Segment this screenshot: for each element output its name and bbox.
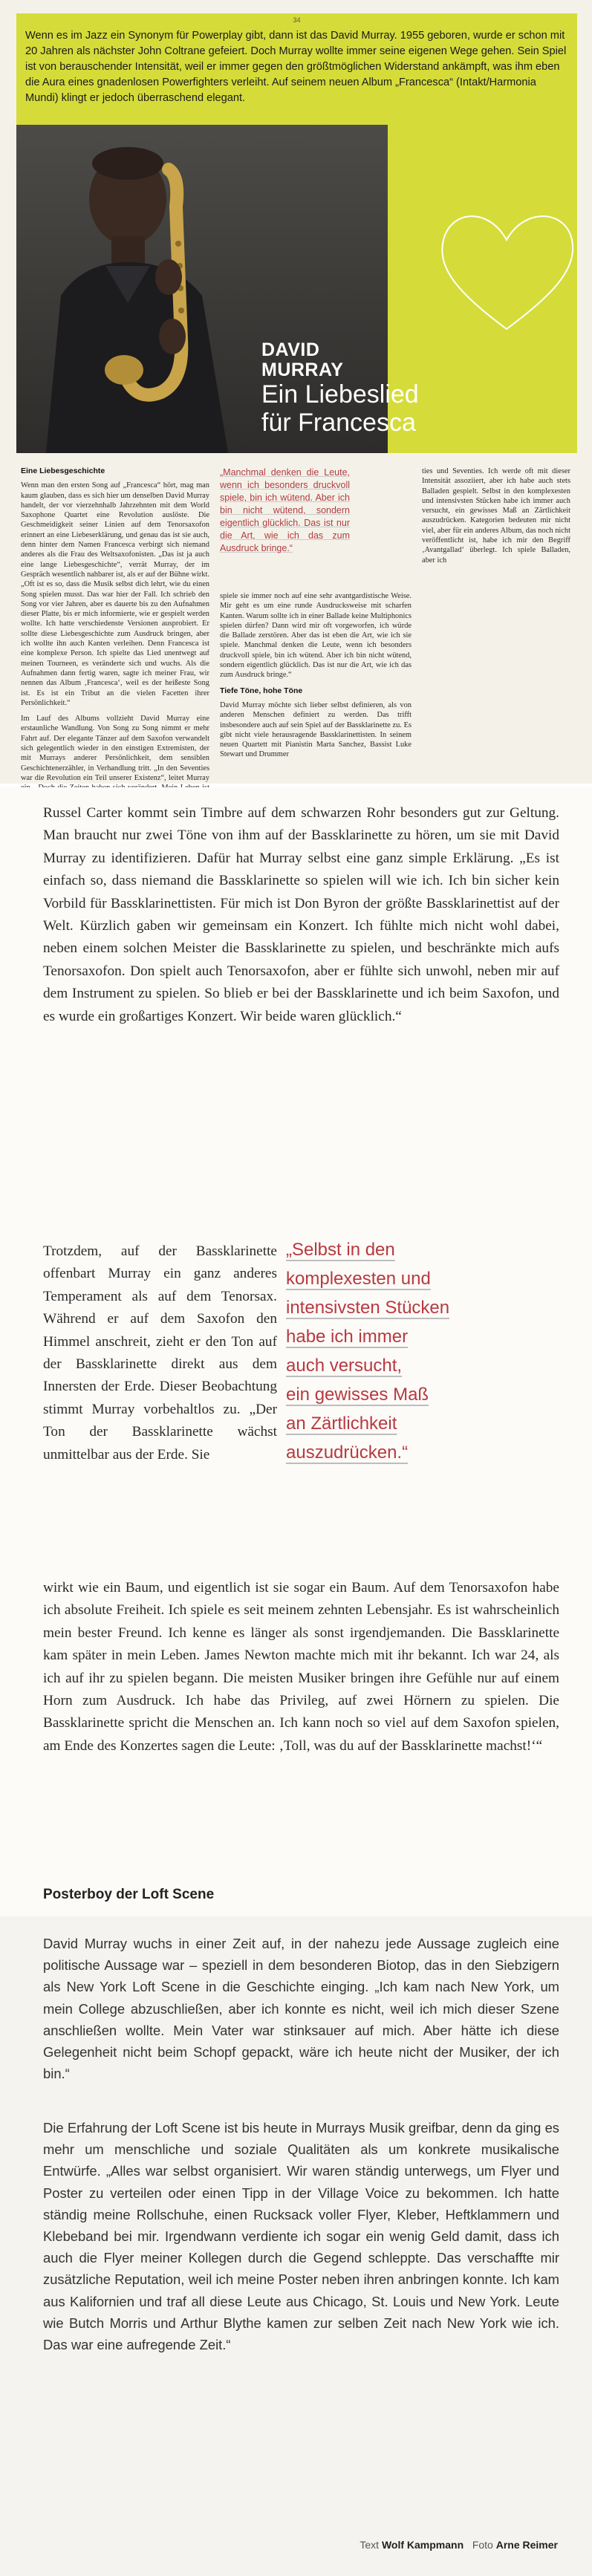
hero-title-block	[261, 340, 573, 437]
pull-quote-small	[220, 466, 350, 591]
intro-text: Wenn es im Jazz ein Synonym für Powerplay gibt, dann ist das David Murray. 1955 geboren, wurde er schon mit 20 Jahren als nächster John Coltrane gefeiert. Doch Murray wollte immer seine eigenen Wege gehen. Sein Spiel ist von berauschender Intensität, weil er immer gegen den größtmöglichen Widerstand ankämpft, was ihm eben die Aura eines gnadenlosen Powerfighters verleiht. Auf seinem neuen Album „Francesca“ (Intakt/Harmonia Mundi) klingt er jedoch überraschend elegant.	[25, 30, 567, 104]
column-1	[21, 466, 209, 809]
paragraph: Trotzdem, auf der Bassklarinette offenbart Murray ein ganz anderes Temperament als auf dem Tenorsax. Während er auf dem Saxofon den Himmel anschreit, zieht er den Ton auf der Bassklarinette direkt aus dem Innersten der Erde. Dieser Beobachtung stimmt Murray vorbehaltlos zu. „Der Ton der Bassklarinette wächst unmittelbar aus der Erde. Sie	[43, 1243, 277, 1463]
page3-paragraph-2	[43, 2117, 559, 2355]
quote-line: an Zärtlichkeit	[286, 1414, 397, 1434]
section-heading: Tiefe Töne, hohe Töne	[220, 686, 303, 695]
quote-line: intensivsten Stücken	[286, 1298, 450, 1318]
pull-quote-large	[286, 1235, 557, 1467]
artist-name-last: MURRAY	[261, 360, 344, 380]
page2-paragraph-2-narrow	[43, 1240, 277, 1466]
paragraph: David Murray möchte sich lieber selbst definieren, als von anderen Menschen definiert zu werden. Das trifft insbesondere auch auf sein Spiel auf der Bassklarinette zu. Es gibt nicht viele herausragende Bassklarinettisten. In seinem neuen Quartett mit Pianistin Marta Sanchez, Bassist Luke Stewart und Drummer	[220, 700, 412, 759]
paragraph: Wenn man den ersten Song auf „Francesca“ hört, mag man kaum glauben, dass es sich hier um denselben David Murray handelt, der vor vierzehnhalb Jahrzehnten mit dem World Saxophone Quartet eine Revolution auslöste. Die Geschmeidigkeit seiner Linien auf dem Tenorsaxofon erinnert an eine Liebeserklärung, und genau das ist sie auch, denn hinter dem Namen Francesca verbirgt sich niemand anderes als die Frau des Weltsaxofonisten. „Das ist ja auch eine lange Liebesgeschichte“, verrät Murray, der im Gespräch wesentlich nahbarer ist, als er auf der Bühne wirkt. „Oft ist es so, dass die Musik selbst dich lehrt, wie du einen Song spielen musst. Das war hier der Fall. Ich schrieb den Song vor vier Jahren, aber es dauerte bis zu den Aufnahmen dieser Platte, bis er mich informierte, wie er gespielt werden wollte. Ich hatte verschiedenste Versionen ausprobiert. Er sollte diese Liebesgeschichte zum Ausdruck bringen, aber ich wollte ihn auch Kanten verleihen. Denn Francesca ist eine komplexe Person. Ich spielte das Lied unentwegt auf meinen Tourneen, es veränderte sich und wuchs. Als die Aufnahmen dann fertig waren, sagte ich meiner Frau, wir nennen das Album ‚Francesca‘, weil es der heißeste Song ist. Es ist ein Tribut an die vielen Facetten ihrer Persönlichkeit.“	[21, 481, 209, 707]
quote-line: auch versucht,	[286, 1356, 403, 1376]
credit-photo-name: Arne Reimer	[495, 2539, 558, 2551]
pull-quote-text: „Manchmal denken die Leute, wenn ich besonders druckvoll spiele, bin ich wütend. Aber ich bin nicht wütend, sondern eigentlich glücklich. Das ist nur die Art, wie ich das zum Ausdruck bringe.“	[220, 467, 350, 553]
paragraph: Im Lauf des Albums vollzieht David Murray eine erstaunliche Wandlung. Von Song zu Song nimmt er mehr Fahrt auf. Der elegante Tänzer auf dem Saxofon verwandelt sich gelegentlich wieder in den einstigen Extremisten, der mit Murrays anderer Persönlichkeit, dem sensiblen Geschichtenerzähler, in Verhandlung tritt. „In den Seventies war die Revolution ein Teil unserer Existenz“, leitet Murray	[21, 715, 209, 782]
section-heading-posterboy: Posterboy der Loft Scene	[43, 1887, 215, 1902]
magazine-page-2	[0, 787, 592, 1916]
paragraph: David Murray wuchs in einer Zeit auf, in der nahezu jede Aussage zugleich eine politische Aussage war – speziell in dem besonderen Biotop, das in den Siebzigern als New York Loft Scene in die Geschichte einging. „Ich kam nach New York, um mein College abzuschließen, aber ich konnte es nicht, weil ich mich dieser Szene anschließen wollte. Mein Vater war stinksauer auf mich. Aber hätte ich diese Gelegenheit nicht beim Schopf gepackt, wäre ich heute nicht der Musiker, der ich bin.“	[43, 1936, 559, 2082]
magazine-page-1	[0, 0, 592, 784]
column-2	[220, 466, 412, 766]
paragraph: spiele sie immer noch auf eine sehr avantgardistische Weise. Mir geht es um eine runde Ausdrucksweise mit scharfen Kanten. Warum sollte ich in einer Ballade keine Multiphonics spielen dürfen? Dann wird mir oft vorgeworfen, ich würde die Ballade zerstören. Aber das ist eben die Art, wie ich sie spiele. Manchmal denken die Leute, wenn ich besonders druckvoll spiele, bin ich wütend. Aber ich bin nicht wütend, sondern eigentlich glücklich. Das ist nur die Art, wie ich das zum Ausdruck bringe.“	[220, 592, 412, 680]
page2-paragraph-3	[43, 1577, 559, 1757]
magazine-page-3	[0, 1916, 592, 2576]
credit-text-name: Wolf Kampmann	[381, 2539, 464, 2551]
quote-line: ein gewisses Maß	[286, 1385, 429, 1405]
subtitle-line-1: Ein Liebeslied	[261, 380, 419, 409]
credits	[360, 2539, 558, 2551]
subtitle-line-2: für Francesca	[261, 409, 416, 437]
paragraph: Russel Carter kommt sein Timbre auf dem schwarzen Rohr besonders gut zur Geltung. Man braucht nur zwei Töne von ihm auf der Bassklarinette zu hören, um sie mit David Murray zu identifizieren. Dafür hat Murray selbst eine ganz simple Erklärung. „Es ist einfach so, dass niemand die Bassklarinette so spielen will wie ich. Ich bin sicher kein Vorbild für Bassklarinettisten. Für mich ist Don Byron der größte Bassklarinettist auf der Welt. Kürzlich gaben wir gemeinsam ein Konzert. Ich fühlte mich nicht wohl dabei, neben einem solchen Meister die Bassklarinette zu spielen, und beschränkte mich aufs Tenorsaxofon. Don spielt auch Tenorsaxofon, aber er fühlte sich unwohl, neben mir auf dem Instrument zu spielen. So blieb er bei der Bassklarinette und ich beim Saxofon, und es wurde ein großartiges Konzert. Wir beide waren glücklich.“	[43, 805, 559, 1024]
quote-line: auszudrücken.“	[286, 1443, 409, 1463]
artist-name-first: DAVID	[261, 339, 320, 360]
credit-text-label: Text	[360, 2539, 380, 2551]
credit-photo-label: Foto	[472, 2539, 493, 2551]
page-number: 34	[293, 16, 301, 24]
quote-line: komplexesten und	[286, 1269, 431, 1289]
hero-panel	[16, 13, 577, 453]
page2-paragraph-1	[43, 802, 559, 1028]
paragraph: Die Erfahrung der Loft Scene ist bis heute in Murrays Musik greifbar, denn da ging es mehr um menschliche und soziale Qualitäten als um konkrete musikalische Entwürfe. „Alles war selbst organisiert. Wir waren ständig unterwegs, um Flyer und Poster zu verteilen oder einen Tipp in der Village Voice zu bekommen. Ich hatte ständig meine Rollschuhe, einen Rucksack voller Flyer, Kleber, Heftklammern und Klebeband bei mir. Irgendwann verdiente ich sogar ein wenig Geld damit, dass ich auch die Flyer meiner Kollegen durch die Gegend schleppte. Das verschaffte mir zusätzliche Reputation, weil ich meine Poster neben ihren anbringen konnte. Ich kam aus Kalifornien und traf all diese Leute aus Chicago, St. Louis und New York. Leute wie Butch Morris und Arthur Blythe kamen zur selben Zeit nach New York wie ich. Das war eine aufregende Zeit.“	[43, 2120, 559, 2353]
page1-body	[21, 466, 570, 782]
paragraph: ties und Seventies. Ich werde oft mit dieser Intensität assoziiert, aber ich habe auch stets Balladen gespielt. Selbst in den komplexesten und intensivsten Stücken habe ich immer auch versucht, ein gewisses Maß an Zärtlichkeit auszudrücken. Kategorien bedeuten mir nicht viel, aber für ein anderes Album, das noch nicht veröffentlicht ist, habe ich mir den Begriff ‚Avantgallad‘ überlegt. Ich spiele Balladen, aber ich	[422, 467, 570, 565]
heart-outline-icon	[432, 199, 581, 340]
column-3	[422, 466, 570, 571]
quote-line: „Selbst in den	[286, 1240, 395, 1260]
section-heading: Eine Liebesgeschichte	[21, 466, 105, 475]
quote-line: habe ich immer	[286, 1327, 409, 1347]
page3-paragraph-1	[43, 1933, 559, 2084]
paragraph: wirkt wie ein Baum, und eigentlich ist sie sogar ein Baum. Auf dem Tenorsaxofon habe ich absolute Freiheit. Ich spiele es seit meinem zehnten Lebensjahr. Es ist wahrscheinlich mein bester Freund. Ich kenne es länger als sonst irgendjemanden. Die Bassklarinette kam später in mein Leben. James Newton machte mich mit ihr bekannt. Ich war 24, als ich auf ihr zu spielen begann. Die meisten Musiker bringen ihre Gefühle nur auf einem Horn zum Ausdruck. Ich habe das Privileg, auf zwei Hörnern zu spielen. Die Bassklarinette spricht die Menschen an. Ich kann noch so viel auf dem Saxofon spielen, am Ende des Konzertes sagen die Leute: ‚Toll, was du auf der Bassklarinette machst!‘“	[43, 1580, 559, 1754]
